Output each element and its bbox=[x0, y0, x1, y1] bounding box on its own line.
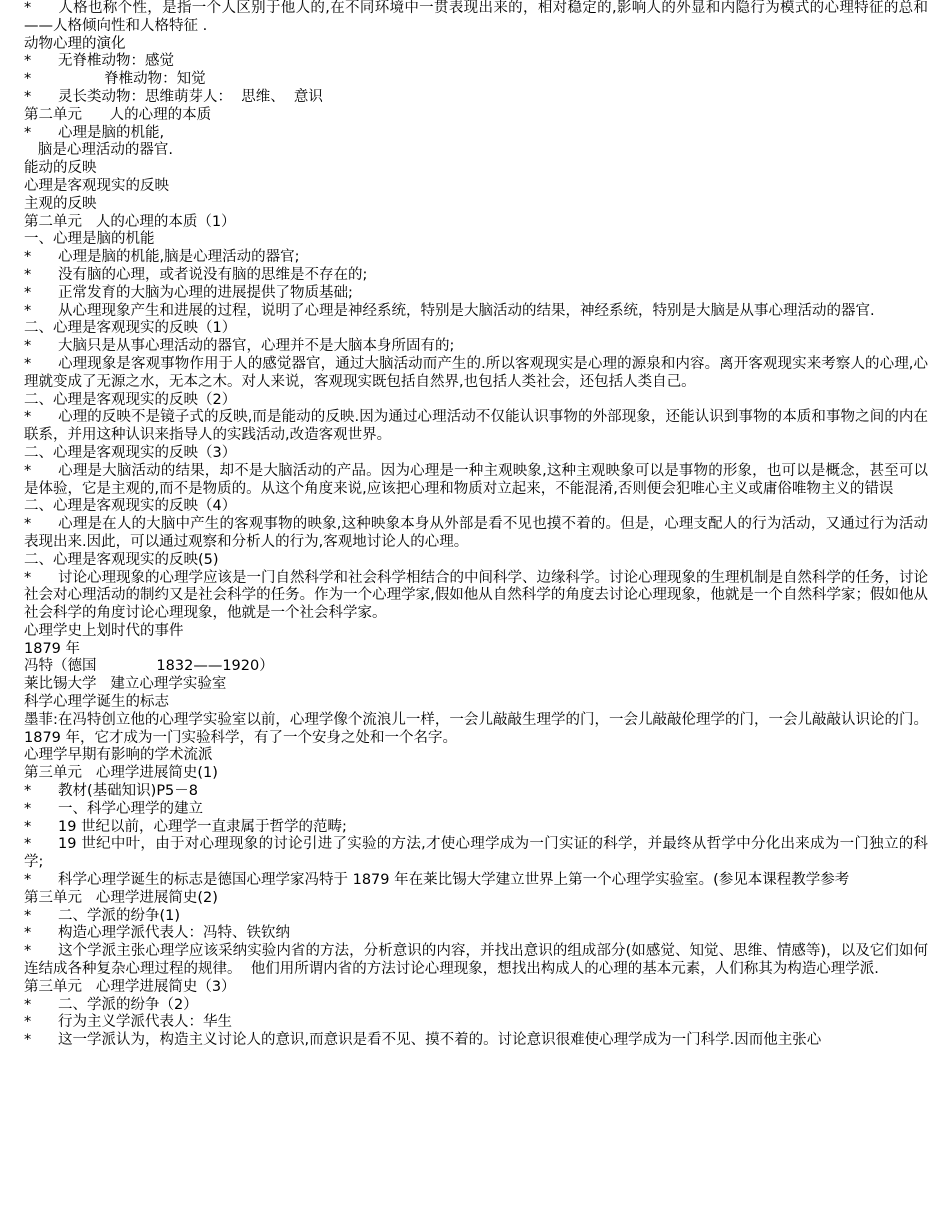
bullet-marker: * bbox=[24, 569, 32, 586]
line-text: 第二单元 人的心理的本质（1） bbox=[24, 213, 236, 230]
text-line bbox=[24, 0, 928, 36]
text-line bbox=[24, 801, 928, 819]
text-line bbox=[24, 836, 928, 872]
bullet-marker: * bbox=[24, 1014, 32, 1031]
text-line bbox=[24, 160, 928, 178]
line-text: 一、心理是脑的机能 bbox=[24, 231, 155, 248]
text-line bbox=[24, 498, 928, 516]
bullet-marker: * bbox=[24, 996, 32, 1013]
line-text: 一、科学心理学的建立 bbox=[58, 800, 203, 817]
line-text: 心理是在人的大脑中产生的客观事物的映象,这种映象本身从外部是看不见也摸不着的。但是，心理支配人的行为活动，又通过行为活动表现出来.因此，可以通过观察和分析人的行为,客观地讨论人的心理。 bbox=[24, 516, 928, 550]
text-line bbox=[24, 925, 928, 943]
text-line bbox=[24, 872, 928, 890]
text-line bbox=[24, 409, 928, 445]
bullet-marker: * bbox=[24, 516, 32, 533]
bullet-marker: * bbox=[24, 88, 32, 105]
line-text: 心理学早期有影响的学术流派 bbox=[24, 747, 213, 764]
line-text: 主观的反映 bbox=[24, 195, 97, 212]
text-line bbox=[24, 303, 928, 321]
bullet-marker: * bbox=[24, 124, 32, 141]
bullet-marker: * bbox=[24, 943, 32, 960]
line-text: 二、学派的纷争(1) bbox=[58, 907, 181, 924]
bullet-marker: * bbox=[24, 818, 32, 835]
text-line bbox=[24, 516, 928, 552]
line-text: 大脑只是从事心理活动的器官，心理并不是大脑本身所固有的; bbox=[58, 338, 455, 355]
bullet-marker: * bbox=[24, 302, 32, 319]
text-line bbox=[24, 641, 928, 659]
line-text: 科学心理学诞生的标志是德国心理学家冯特于 1879 年在莱比锡大学建立世界上第一个心理学实验室。(参见本课程教学参考 bbox=[58, 872, 850, 889]
text-line bbox=[24, 196, 928, 214]
line-text: 这个学派主张心理学应该采纳实验内省的方法，分析意识的内容，并找出意识的组成部分(如感觉、知觉、思维、情感等)，以及它们如何连结成各种复杂心理过程的规律。 他们用所谓内省的方法讨论心理现象，想找出构成人的心理的基本元素，人们称其为构造心理学派. bbox=[24, 943, 928, 978]
line-text: 心理是客观现实的反映 bbox=[24, 177, 169, 194]
line-text: 莱比锡大学 建立心理学实验室 bbox=[24, 676, 227, 693]
text-line bbox=[24, 356, 928, 392]
text-line bbox=[24, 178, 928, 196]
line-text: 正常发育的大脑为心理的进展提供了物质基础; bbox=[58, 284, 353, 301]
bullet-marker: * bbox=[24, 783, 32, 800]
text-line bbox=[24, 445, 928, 463]
line-text: 教材(基础知识)P5－8 bbox=[58, 783, 199, 800]
line-text: 心理是脑的机能,脑是心理活动的器官; bbox=[58, 249, 300, 266]
line-text: 第二单元 人的心理的本质 bbox=[24, 106, 212, 123]
text-line bbox=[24, 943, 928, 979]
text-line bbox=[24, 979, 928, 997]
line-text: 科学心理学诞生的标志 bbox=[24, 694, 169, 711]
line-text: 二、心理是客观现实的反映(5) bbox=[24, 551, 219, 568]
line-text: 人格也称个性，是指一个人区别于他人的,在不同环境中一贯表现出来的，相对稳定的,影响人的外显和内隐行为模式的心理特征的总和——人格倾向性和人格特征 . bbox=[24, 0, 928, 34]
line-text: 二、心理是客观现实的反映（4） bbox=[24, 498, 237, 515]
line-text: 行为主义学派代表人：华生 bbox=[58, 1014, 232, 1031]
line-text: 脊椎动物：知觉 bbox=[58, 71, 206, 88]
line-text: 冯特（德国 1832——1920） bbox=[24, 658, 274, 675]
text-line bbox=[24, 249, 928, 267]
text-line bbox=[24, 1032, 928, 1050]
line-text: 19 世纪中叶，由于对心理现象的讨论引进了实验的方法,才使心理学成为一门实证的科学，并最终从哲学中分化出来成为一门独立的科学; bbox=[24, 836, 928, 871]
text-line bbox=[24, 747, 928, 765]
bullet-marker: * bbox=[24, 409, 32, 426]
text-line bbox=[24, 570, 928, 623]
text-line bbox=[24, 694, 928, 712]
line-text: 构造心理学派代表人：冯特、铁钦纳 bbox=[58, 925, 290, 942]
bullet-marker: * bbox=[24, 462, 32, 479]
line-text: 第三单元 心理学进展简史（3） bbox=[24, 978, 236, 995]
text-line bbox=[24, 712, 928, 748]
line-text: 心理是大脑活动的结果，却不是大脑活动的产品。因为心理是一种主观映象,这种主观映象可以是事物的形象，也可以是概念，甚至可以是体验，它是主观的,而不是物质的。从这个角度来说,应该把心理和物质对立起来，不能混淆,否则便会犯唯心主义或庸俗唯物主义的错误 bbox=[24, 462, 928, 497]
line-text: 二、心理是客观现实的反映（1） bbox=[24, 320, 237, 337]
line-text: 第三单元 心理学进展简史(2) bbox=[24, 889, 218, 906]
line-text: 无脊椎动物：感觉 bbox=[58, 53, 174, 70]
bullet-marker: * bbox=[24, 284, 32, 301]
line-text: 二、心理是客观现实的反映（3） bbox=[24, 444, 237, 461]
line-text: 讨论心理现象的心理学应该是一门自然科学和社会科学相结合的中间科学、边缘科学。讨论心理现象的生理机制是自然科学的任务，讨论社会对心理活动的制约又是社会科学的任务。作为一个心理学家,假如他从自然科学的角度去讨论心理现象，他就是一个自然科学家；假如他从社会科学的角度讨论心理现象，他就是一个社会科学家。 bbox=[24, 569, 928, 622]
text-line bbox=[24, 142, 928, 160]
text-line bbox=[24, 552, 928, 570]
bullet-marker: * bbox=[24, 1032, 32, 1049]
line-text: 心理是脑的机能, bbox=[58, 124, 165, 141]
line-text: 第三单元 心理学进展简史(1) bbox=[24, 765, 218, 782]
text-line bbox=[24, 765, 928, 783]
bullet-marker: * bbox=[24, 800, 32, 817]
line-text: 心理的反映不是镜子式的反映,而是能动的反映.因为通过心理活动不仅能认识事物的外部现象，还能认识到事物的本质和事物之间的内在联系，并用这种认识来指导人的实践活动,改造客观世界。 bbox=[24, 409, 928, 444]
text-line bbox=[24, 338, 928, 356]
text-line bbox=[24, 267, 928, 285]
line-text: 墨菲:在冯特创立他的心理学实验室以前，心理学像个流浪儿一样，一会儿敲敲生理学的门，一会儿敲敲伦理学的门，一会儿敲敲认识论的门。1879 年，它才成为一门实验科学，有了一个安身之处和一个名字。 bbox=[24, 711, 928, 746]
line-text: 二、心理是客观现实的反映（2） bbox=[24, 391, 237, 408]
text-line bbox=[24, 125, 928, 143]
line-text: 19 世纪以前，心理学一直隶属于哲学的范畴; bbox=[58, 818, 347, 835]
text-line bbox=[24, 819, 928, 837]
text-line bbox=[24, 107, 928, 125]
text-line bbox=[24, 320, 928, 338]
text-line bbox=[24, 285, 928, 303]
line-text: 这一学派认为，构造主义讨论人的意识,而意识是看不见、摸不着的。讨论意识很难使心理学成为一门科学.因而他主张心 bbox=[58, 1032, 822, 1049]
text-line bbox=[24, 463, 928, 499]
line-text: 能动的反映 bbox=[24, 160, 97, 177]
text-line bbox=[24, 783, 928, 801]
line-text: 二、学派的纷争（2） bbox=[58, 996, 198, 1013]
text-line bbox=[24, 658, 928, 676]
bullet-marker: * bbox=[24, 355, 32, 372]
text-line bbox=[24, 908, 928, 926]
text-line bbox=[24, 36, 928, 54]
bullet-marker: * bbox=[24, 338, 32, 355]
bullet-marker: * bbox=[24, 71, 32, 88]
line-text: 灵长类动物：思维萌芽人： 思维、 意识 bbox=[58, 88, 323, 105]
text-line bbox=[24, 53, 928, 71]
bullet-marker: * bbox=[24, 266, 32, 283]
line-text: 脑是心理活动的器官. bbox=[24, 142, 173, 159]
text-line bbox=[24, 997, 928, 1015]
text-line bbox=[24, 676, 928, 694]
bullet-marker: * bbox=[24, 925, 32, 942]
bullet-marker: * bbox=[24, 0, 32, 16]
bullet-marker: * bbox=[24, 249, 32, 266]
line-text: 心理现象是客观事物作用于人的感觉器官，通过大脑活动而产生的.所以客观现实是心理的源泉和内容。离开客观现实来考察人的心理,心理就变成了无源之水，无本之木。对人来说，客观现实既包括自然界,也包括人类社会，还包括人类自己。 bbox=[24, 355, 928, 390]
bullet-marker: * bbox=[24, 53, 32, 70]
bullet-marker: * bbox=[24, 907, 32, 924]
text-line bbox=[24, 231, 928, 249]
bullet-marker: * bbox=[24, 872, 32, 889]
text-line bbox=[24, 1014, 928, 1032]
line-text: 心理学史上划时代的事件 bbox=[24, 622, 184, 639]
bullet-marker: * bbox=[24, 836, 32, 853]
line-text: 动物心理的演化 bbox=[24, 35, 126, 52]
line-text: 1879 年 bbox=[24, 640, 81, 657]
text-line bbox=[24, 214, 928, 232]
text-line bbox=[24, 890, 928, 908]
line-text: 从心理现象产生和进展的过程，说明了心理是神经系统，特别是大脑活动的结果，神经系统，特别是大脑是从事心理活动的器官. bbox=[58, 302, 875, 319]
text-line bbox=[24, 71, 928, 89]
text-line bbox=[24, 89, 928, 107]
text-line bbox=[24, 623, 928, 641]
line-text: 没有脑的心理，或者说没有脑的思维是不存在的; bbox=[58, 266, 368, 283]
text-line bbox=[24, 392, 928, 410]
